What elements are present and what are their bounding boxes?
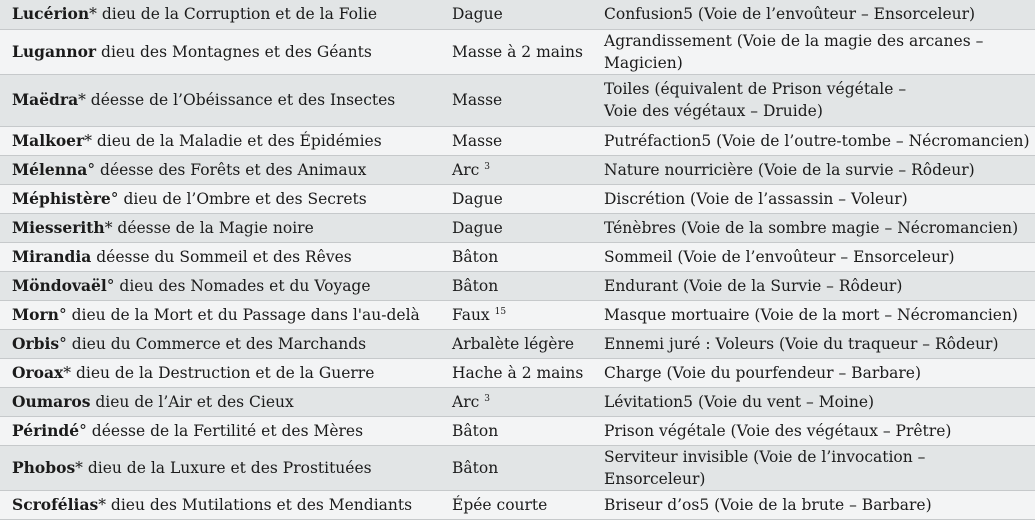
spell-text-continued: Voie des végétaux – Druide) [604, 102, 823, 120]
deity-row [0, 490, 1035, 519]
spell-cell [592, 445, 1035, 490]
spell-text: Lévitation5 (Voie du vent – Moine) [604, 392, 875, 411]
deity-description: dieu des Montagnes et des Géants [96, 42, 372, 61]
spell-text: Prison végétale (Voie des végétaux – Prêtre) [604, 421, 952, 440]
weapon-cell [440, 358, 592, 387]
spell-cell [592, 74, 1035, 126]
weapon-name: Faux [452, 305, 490, 324]
deity-name: Miesserith [12, 217, 105, 237]
deity-description: dieu de la Mort et du Passage dans l'au-delà [66, 305, 420, 324]
deity-name: Oroax [12, 362, 64, 382]
deity-mark: ° [58, 305, 67, 324]
deity-name: Maëdra [12, 90, 79, 109]
deity-name: Oumaros [12, 391, 91, 411]
spell-cell [592, 271, 1035, 300]
deity-name: Mirandia [12, 246, 92, 266]
spell-cell [592, 0, 1035, 29]
spell-text: Ennemi juré : Voleurs (Voie du traqueur – Rôdeur) [604, 334, 999, 353]
deity-name: Périndé [12, 420, 80, 440]
deity-row [0, 29, 1035, 74]
weapon-note: 3 [484, 161, 490, 172]
deity-cell [0, 126, 440, 155]
deity-description: déesse de la Fertilité et des Mères [86, 421, 364, 440]
deity-name: Scrofélias [12, 494, 99, 514]
deity-row [0, 242, 1035, 271]
spell-cell [592, 416, 1035, 445]
weapon-name: Bâton [452, 458, 499, 477]
weapon-name: Bâton [452, 247, 499, 266]
spell-text: Charge (Voie du pourfendeur – Barbare) [604, 363, 922, 382]
spell-cell [592, 184, 1035, 213]
deity-cell [0, 445, 440, 490]
deity-row [0, 387, 1035, 416]
spell-text: Agrandissement (Voie de la magie des arcanes – Magicien) [604, 31, 984, 72]
deity-row [0, 300, 1035, 329]
weapon-cell [440, 271, 592, 300]
deity-cell [0, 490, 440, 519]
weapon-cell [440, 213, 592, 242]
deity-cell [0, 300, 440, 329]
weapon-name: Dague [452, 189, 503, 208]
weapon-cell [440, 184, 592, 213]
deity-cell [0, 387, 440, 416]
weapon-name: Masse [452, 91, 503, 109]
deity-cell [0, 416, 440, 445]
deity-mark: ° [106, 276, 115, 295]
weapon-name: Dague [452, 218, 503, 237]
deity-row [0, 126, 1035, 155]
deity-cell [0, 329, 440, 358]
deity-cell [0, 213, 440, 242]
deity-name: Phobos [12, 457, 76, 477]
weapon-cell [440, 74, 592, 126]
deity-row [0, 271, 1035, 300]
deity-name: Méphistère [12, 188, 111, 208]
spell-text: Ténèbres (Voie de la sombre magie – Nécromancien) [604, 218, 1019, 237]
deity-mark: ° [110, 189, 119, 208]
weapon-cell [440, 155, 592, 184]
weapon-cell [440, 387, 592, 416]
weapon-cell [440, 300, 592, 329]
deity-description: déesse de l’Obéissance et des Insectes [85, 91, 396, 109]
deity-name: Morn [12, 304, 59, 324]
weapon-name: Épée courte [452, 495, 548, 514]
deity-mark: * [75, 458, 83, 477]
deity-mark: * [104, 218, 113, 237]
deity-mark: * [89, 5, 97, 24]
deity-mark: * [84, 131, 92, 150]
deity-cell [0, 358, 440, 387]
spell-text: Nature nourricière (Voie de la survie – Rôdeur) [604, 160, 975, 179]
deity-row [0, 329, 1035, 358]
deity-row [0, 445, 1035, 490]
deity-name: Malkoer [12, 130, 85, 150]
deity-row [0, 0, 1035, 29]
deity-mark: * [98, 495, 106, 514]
deity-description: dieu du Commerce et des Marchands [66, 334, 367, 353]
deity-cell [0, 242, 440, 271]
deity-name: Lugannor [12, 41, 97, 61]
spell-text: Putréfaction5 (Voie de l’outre-tombe – Nécromancien) [604, 131, 1030, 150]
spell-cell [592, 387, 1035, 416]
weapon-name: Arbalète légère [452, 334, 575, 353]
spell-cell [592, 329, 1035, 358]
weapon-cell [440, 445, 592, 490]
deity-cell [0, 271, 440, 300]
deity-description: dieu de la Maladie et des Épidémies [91, 131, 382, 150]
weapon-cell [440, 126, 592, 155]
deity-cell [0, 184, 440, 213]
spell-text: Endurant (Voie de la Survie – Rôdeur) [604, 276, 903, 295]
deity-row [0, 358, 1035, 387]
weapon-note: 3 [484, 393, 490, 404]
deity-description: dieu des Nomades et du Voyage [114, 276, 371, 295]
deity-name: Lucérion [12, 4, 90, 24]
spell-text: Masque mortuaire (Voie de la mort – Nécromancien) [604, 305, 1018, 324]
weapon-cell [440, 416, 592, 445]
weapon-name: Bâton [452, 421, 499, 440]
weapon-name: Bâton [452, 276, 499, 295]
spell-cell [592, 213, 1035, 242]
deity-description: dieu de la Luxure et des Prostituées [82, 458, 372, 477]
deity-mark: * [78, 91, 86, 109]
deity-row [0, 416, 1035, 445]
spell-cell [592, 490, 1035, 519]
weapon-name: Masse [452, 131, 503, 150]
deity-name: Mélenna [12, 159, 88, 179]
spell-text: Confusion5 (Voie de l’envoûteur – Ensorceleur) [604, 5, 976, 24]
spell-text: Briseur d’os5 (Voie de la brute – Barbare) [604, 495, 932, 514]
spell-cell [592, 126, 1035, 155]
deity-description: dieu de l’Air et des Cieux [90, 392, 294, 411]
spell-text: Sommeil (Voie de l’envoûteur – Ensorceleur) [604, 247, 955, 266]
spell-cell [592, 358, 1035, 387]
deity-row [0, 74, 1035, 126]
deity-mark: ° [79, 421, 87, 440]
deity-mark: * [63, 363, 72, 382]
deity-description: dieu de l’Ombre et des Secrets [118, 189, 367, 208]
spell-cell [592, 300, 1035, 329]
weapon-note: 15 [494, 306, 507, 317]
spell-text: Serviteur invisible (Voie de l’invocation – Ensorceleur) [604, 447, 926, 488]
deity-row [0, 155, 1035, 184]
deity-description: dieu de la Corruption et de la Folie [96, 5, 378, 24]
deity-description: dieu de la Destruction et de la Guerre [71, 363, 375, 382]
weapon-cell [440, 490, 592, 519]
deity-mark: ° [59, 334, 67, 353]
weapon-cell [440, 329, 592, 358]
deity-cell [0, 74, 440, 126]
deity-name: Möndovaël [12, 275, 107, 295]
weapon-cell [440, 0, 592, 29]
deity-cell [0, 155, 440, 184]
weapon-name: Arc [452, 392, 480, 411]
weapon-cell [440, 242, 592, 271]
deity-description: dieu des Mutilations et des Mendiants [105, 495, 413, 514]
deity-name: Orbis [12, 333, 60, 353]
deity-row [0, 213, 1035, 242]
weapon-name: Hache à 2 mains [452, 363, 584, 382]
spell-cell [592, 155, 1035, 184]
deity-description: déesse des Forêts et des Animaux [95, 160, 367, 179]
deity-description: déesse du Sommeil et des Rêves [91, 247, 352, 266]
deity-description: déesse de la Magie noire [112, 218, 314, 237]
deity-mark: ° [87, 160, 96, 179]
spell-text: Toiles (équivalent de Prison végétale – [604, 80, 907, 98]
weapon-name: Dague [452, 5, 503, 24]
spell-text: Discrétion (Voie de l’assassin – Voleur) [604, 189, 908, 208]
deity-row [0, 184, 1035, 213]
spell-cell [592, 29, 1035, 74]
weapon-name: Arc [452, 160, 480, 179]
spell-cell [592, 242, 1035, 271]
weapon-cell [440, 29, 592, 74]
deity-cell [0, 0, 440, 29]
deity-cell [0, 29, 440, 74]
weapon-name: Masse à 2 mains [452, 42, 583, 61]
